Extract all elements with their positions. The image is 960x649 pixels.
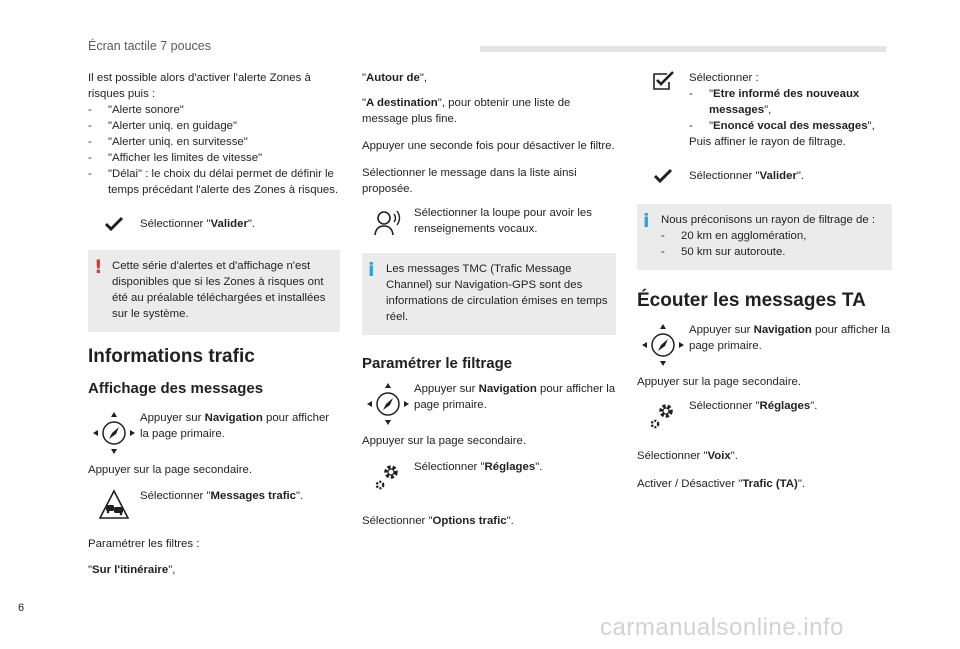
step-navigation (362, 381, 616, 427)
list-item: - "Alerter uniq. en guidage" (88, 118, 340, 134)
list-item: - "Enoncé vocal des messages", (689, 118, 892, 134)
header-divider (480, 46, 886, 52)
list-item: - 20 km en agglomération, (661, 228, 884, 244)
check-icon (88, 216, 140, 232)
column-2 (362, 70, 616, 529)
voix-text: Sélectionner "Voix". (637, 450, 738, 462)
navigation-compass-icon (362, 381, 414, 427)
navigation-compass-icon (88, 410, 140, 456)
step-text: Sélectionner : - "Etre informé des nouveaux messages", - "Enoncé vocal des messages", Puis affiner le rayon de filtrage. (689, 70, 892, 150)
info-icon: i (368, 259, 375, 281)
step-text: Sélectionner "Messages trafic". (140, 490, 304, 502)
list-item: - 50 km sur autoroute. (661, 244, 884, 260)
destination-filter-text: "A destination", pour obtenir une liste de message plus fine. (362, 97, 571, 125)
zones-intro: Il est possible alors d'activer l'alerte Zones à risques puis : (88, 72, 311, 100)
step-loupe (362, 205, 616, 241)
step-text: Sélectionner "Valider". (140, 218, 256, 230)
section-title: Informations trafic (88, 346, 255, 367)
step-text: Appuyer sur Navigation pour afficher la page primaire. (689, 324, 891, 352)
list-item: - "Alerter uniq. en survitesse" (88, 134, 340, 150)
column-3 (637, 70, 892, 492)
info-icon: i (643, 210, 650, 232)
subsection-title: Affichage des messages (88, 380, 264, 397)
filters-text: Paramétrer les filtres : (88, 538, 200, 550)
step-text: Sélectionner "Réglages". (689, 400, 818, 412)
list-item: - "Etre informé des nouveaux messages", (689, 86, 892, 118)
options-trafic-text: Sélectionner "Options trafic". (362, 515, 514, 527)
secondary-page-text: Appuyer sur la page secondaire. (362, 435, 527, 447)
options-list (689, 86, 892, 134)
step-select-options (637, 70, 892, 150)
radius-list (661, 228, 884, 260)
step-text: Appuyer sur Navigation pour afficher la page primaire. (414, 383, 616, 411)
settings-gear-icon (362, 459, 414, 493)
check-icon (637, 168, 689, 184)
page-number: 6 (18, 602, 25, 614)
step-navigation (88, 410, 340, 456)
info-note: i Les messages TMC (Trafic Message Channel) sur Navigation-GPS sont des informations de circulation émises en temps réel. (362, 253, 616, 335)
step-reglages (637, 398, 892, 432)
select-message-text: Sélectionner le message dans la liste ainsi proposée. (362, 167, 577, 195)
press-again-text: Appuyer une seconde fois pour désactiver le filtre. (362, 140, 615, 152)
step-reglages (362, 459, 616, 493)
secondary-page-text: Appuyer sur la page secondaire. (637, 376, 802, 388)
info-note: i Nous préconisons un rayon de filtrage de : - 20 km en agglomération, - 50 km sur autoroute. (637, 204, 892, 270)
step-valider (637, 168, 892, 184)
navigation-compass-icon (637, 322, 689, 368)
section-header: Écran tactile 7 pouces (88, 39, 211, 53)
route-filter-text: "Sur l'itinéraire", (88, 564, 176, 576)
step-text: Appuyer sur Navigation pour afficher la page primaire. (140, 412, 330, 440)
check-box-icon (637, 70, 689, 92)
warning-icon: ! (94, 256, 103, 278)
step-text: Sélectionner la loupe pour avoir les renseignements vocaux. (414, 207, 592, 235)
warning-note: ! Cette série d'alertes et d'affichage n'est disponibles que si les Zones à risques ont été au préalable téléchargées et installées sur le système. (88, 250, 340, 332)
autour-filter-text: "Autour de", (362, 72, 428, 84)
list-item: - "Alerte sonore" (88, 102, 340, 118)
subsection-title: Paramétrer le filtrage (362, 355, 513, 372)
step-navigation (637, 322, 892, 368)
column-1 (88, 70, 340, 578)
step-messages-trafic (88, 488, 340, 522)
list-item: - "Délai" : le choix du délai permet de définir le temps précédant l'alerte des Zones à risques. (88, 166, 340, 198)
step-valider (88, 216, 340, 232)
traffic-cars-icon (88, 488, 140, 522)
alert-options-list (88, 102, 340, 198)
step-text: Sélectionner "Valider". (689, 170, 805, 182)
settings-gear-icon (637, 398, 689, 432)
list-item: - "Afficher les limites de vitesse" (88, 150, 340, 166)
section-title: Écouter les messages TA (637, 290, 866, 311)
step-text: Sélectionner "Réglages". (414, 461, 543, 473)
ta-toggle-text: Activer / Désactiver "Trafic (TA)". (637, 478, 806, 490)
secondary-page-text: Appuyer sur la page secondaire. (88, 464, 253, 476)
watermark: carmanualsonline.info (600, 614, 844, 641)
voice-speaker-icon (362, 205, 414, 241)
